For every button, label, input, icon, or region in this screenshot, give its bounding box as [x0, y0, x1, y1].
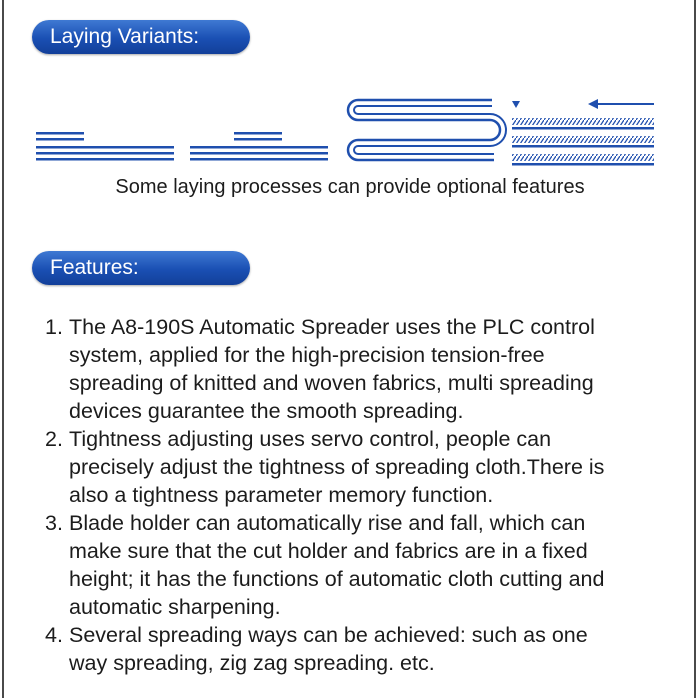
laying-variant-1-icon — [36, 132, 174, 161]
laying-variant-oneway-icon — [512, 99, 654, 166]
left-arrow-icon — [588, 99, 598, 109]
feature-text-line: The A8-190S Automatic Spreader uses the PLC control — [69, 315, 595, 339]
laying-variants-heading: Laying Variants: — [32, 20, 250, 54]
feature-text-line: spreading of knitted and woven fabrics, multi spreading — [69, 371, 594, 395]
laying-variants-diagram — [0, 96, 700, 176]
feature-number: 2. — [45, 427, 63, 451]
down-arrow-icon — [512, 101, 520, 108]
feature-text-line: precisely adjust the tightness of spreading cloth.There is — [69, 455, 605, 479]
feature-text-line: Several spreading ways can be achieved: such as one — [69, 623, 588, 647]
feature-text-line: make sure that the cut holder and fabrics are in a fixed — [69, 539, 588, 563]
laying-caption: Some laying processes can provide optional features — [115, 176, 585, 198]
feature-text-line: way spreading, zig zag spreading. etc. — [69, 651, 435, 675]
feature-text-line: system, applied for the high-precision tension-free — [69, 343, 545, 367]
feature-item-1 — [45, 313, 685, 425]
feature-text-line: automatic sharpening. — [69, 595, 281, 619]
feature-text-line: devices guarantee the smooth spreading. — [69, 399, 464, 423]
feature-item-3 — [45, 509, 685, 621]
feature-text-line: Tightness adjusting uses servo control, people can — [69, 427, 552, 451]
feature-item-4 — [45, 621, 685, 677]
feature-text-line: also a tightness parameter memory function. — [69, 483, 494, 507]
feature-text-line: height; it has the functions of automatic cloth cutting and — [69, 567, 605, 591]
laying-variant-zigzag-icon — [348, 100, 506, 160]
feature-number: 3. — [45, 511, 63, 535]
feature-item-2 — [45, 425, 685, 509]
feature-number: 1. — [45, 315, 63, 339]
laying-variant-2-icon — [190, 132, 328, 161]
feature-number: 4. — [45, 623, 63, 647]
features-list — [45, 313, 685, 677]
features-heading: Features: — [32, 251, 250, 285]
feature-text-line: Blade holder can automatically rise and fall, which can — [69, 511, 586, 535]
